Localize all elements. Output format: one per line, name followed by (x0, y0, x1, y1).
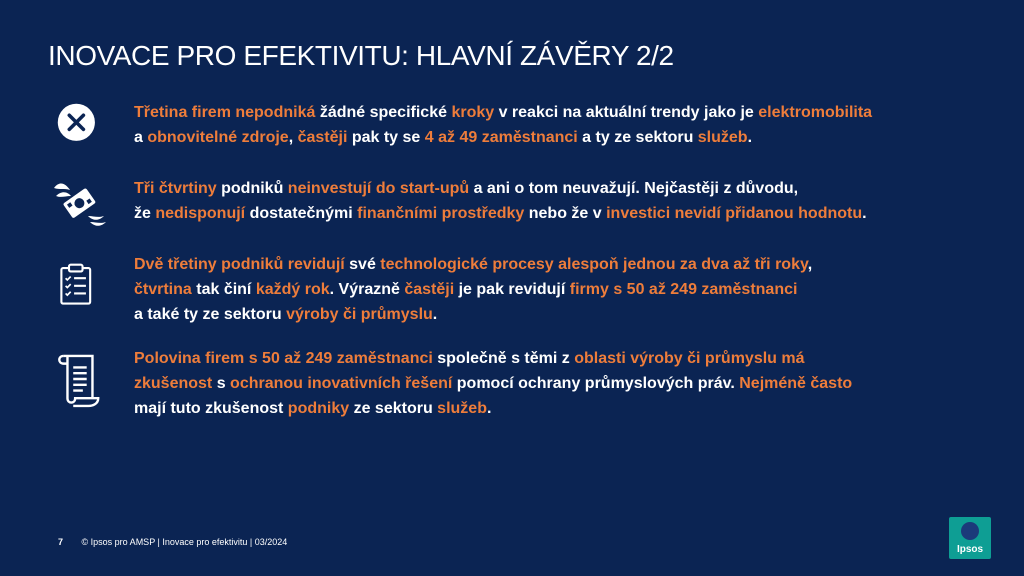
text-segment: služeb (437, 400, 487, 417)
text-segment: podniků (216, 180, 288, 197)
text-segment: technologické procesy alespoň jednou za dva až tři roky (380, 256, 808, 273)
footer-text: © Ipsos pro AMSP | Inovace pro efektivitu | 03/2024 (81, 537, 288, 547)
logo-text: Ipsos (956, 544, 984, 555)
text-segment: kroky (451, 104, 495, 121)
text-segment: Třetina firem nepodniká (134, 104, 320, 121)
finding-text-2 (134, 176, 984, 226)
text-segment: že (134, 205, 156, 222)
text-segment: zkušenost (134, 375, 213, 392)
text-segment: dostatečnými (245, 205, 358, 222)
text-segment: investici nevidí přidanou hodnotu (606, 205, 863, 222)
finding-text-3 (134, 252, 984, 327)
text-segment: a ty ze sektoru (577, 129, 698, 146)
text-segment: společně s těmi z (432, 350, 575, 367)
page-title: INOVACE PRO EFEKTIVITU: HLAVNÍ ZÁVĚRY 2/2 (48, 40, 674, 71)
text-segment: ze sektoru (349, 400, 438, 417)
text-segment: výroby či průmyslu (286, 306, 433, 323)
text-segment: . (862, 205, 867, 222)
text-segment: . (747, 129, 753, 146)
text-segment: nedisponují (155, 205, 246, 222)
text-segment: a také ty ze sektoru (134, 306, 287, 323)
text-segment: tak činí (191, 281, 256, 298)
x-circle-icon (56, 102, 102, 148)
text-segment: Polovina firem s 50 až 249 zaměstnanci (134, 350, 433, 367)
text-segment: . (486, 400, 492, 417)
text-segment: a ani o tom neuvažují. Nejčastěji z důvodu, (469, 180, 799, 197)
text-segment: . Výrazně (329, 281, 405, 298)
text-segment: častěji (404, 281, 455, 298)
finding-item-3 (50, 252, 980, 332)
flying-money-icon (50, 176, 106, 228)
text-segment: častěji (297, 129, 348, 146)
text-segment: mají tuto zkušenost (134, 400, 288, 417)
finding-item-4 (50, 346, 980, 426)
finding-item-1 (50, 100, 980, 156)
text-segment: podniky (287, 400, 350, 417)
ipsos-logo (949, 517, 991, 559)
text-segment: Tři čtvrtiny (134, 180, 217, 197)
text-segment: je pak revidují (454, 281, 570, 298)
text-segment: elektromobilita (758, 104, 873, 121)
text-segment: pak ty se (347, 129, 425, 146)
text-segment: s (212, 375, 231, 392)
text-segment: Dvě třetiny podniků revidují (134, 256, 345, 273)
text-segment: obnovitelné zdroje (147, 129, 289, 146)
clipboard-checklist-icon (58, 258, 102, 312)
text-segment: pomocí ochrany průmyslových práv. (452, 375, 740, 392)
text-segment: každý rok (255, 281, 330, 298)
scroll-document-icon (54, 350, 104, 408)
text-segment: ochranou inovativních řešení (230, 375, 453, 392)
logo-mark (961, 522, 979, 540)
finding-text-1 (134, 100, 984, 150)
text-segment: a (134, 129, 148, 146)
text-segment: oblasti výroby či průmyslu má (574, 350, 805, 367)
text-segment: 4 až 49 zaměstnanci (424, 129, 578, 146)
text-segment: služeb (697, 129, 748, 146)
text-segment: čtvrtina (134, 281, 192, 298)
finding-text-4 (134, 346, 984, 421)
text-segment: nebo že v (524, 205, 607, 222)
text-segment: své (344, 256, 381, 273)
text-segment: . (432, 306, 438, 323)
text-segment: finančními prostředky (357, 205, 525, 222)
text-segment: , (288, 129, 298, 146)
text-segment: v reakci na aktuální trendy jako je (494, 104, 759, 121)
finding-item-2 (50, 176, 980, 232)
page-number: 7 (58, 537, 64, 547)
footer (58, 537, 287, 547)
text-segment: Nejméně často (739, 375, 853, 392)
text-segment: firmy s 50 až 249 zaměstnanci (569, 281, 798, 298)
text-segment: neinvestují do start-upů (287, 180, 470, 197)
text-segment: , (807, 256, 813, 273)
text-segment: žádné specifické (319, 104, 452, 121)
